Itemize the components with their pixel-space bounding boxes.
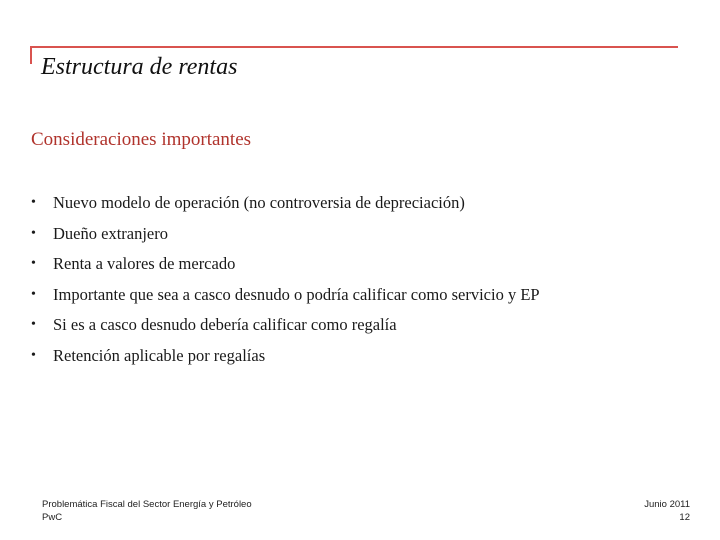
title-accent-rule [30,46,678,48]
bullet-text: Retención aplicable por regalías [53,345,266,365]
bullet-text: Nuevo modelo de operación (no controversia de depreciación) [53,193,465,212]
page-number: 12 [679,511,690,523]
footer-date: Junio 2011 [644,499,690,510]
footer-presentation-title: Problemática Fiscal del Sector Energía y Petróleo [42,499,252,510]
bullet-item [31,221,540,252]
bullet-item [31,251,540,282]
bullet-item [31,282,540,313]
section-heading: Consideraciones importantes [31,129,252,150]
bullet-marker: • [31,256,36,272]
bullet-marker: • [31,195,36,210]
bullet-marker: • [31,286,36,302]
footer-right [644,499,690,524]
bullet-item [31,312,540,343]
bullet-text: Renta a valores de mercado [53,254,236,274]
bullet-marker: • [31,347,36,363]
bullet-list [31,190,540,374]
footer-company: PwC [42,511,63,523]
bullet-marker: • [31,317,36,333]
bullet-text: Importante que sea a casco desnudo o podría calificar como servicio y EP [53,284,540,304]
footer-left [42,499,252,524]
bullet-text: Si es a casco desnudo debería calificar como regalía [53,315,397,335]
bullet-item [31,343,540,374]
title-accent-rule-left [30,46,32,64]
bullet-marker: • [31,225,36,241]
bullet-item [31,190,540,221]
bullet-text: Dueño extranjero [53,223,168,243]
slide-title: Estructura de rentas [41,54,238,80]
